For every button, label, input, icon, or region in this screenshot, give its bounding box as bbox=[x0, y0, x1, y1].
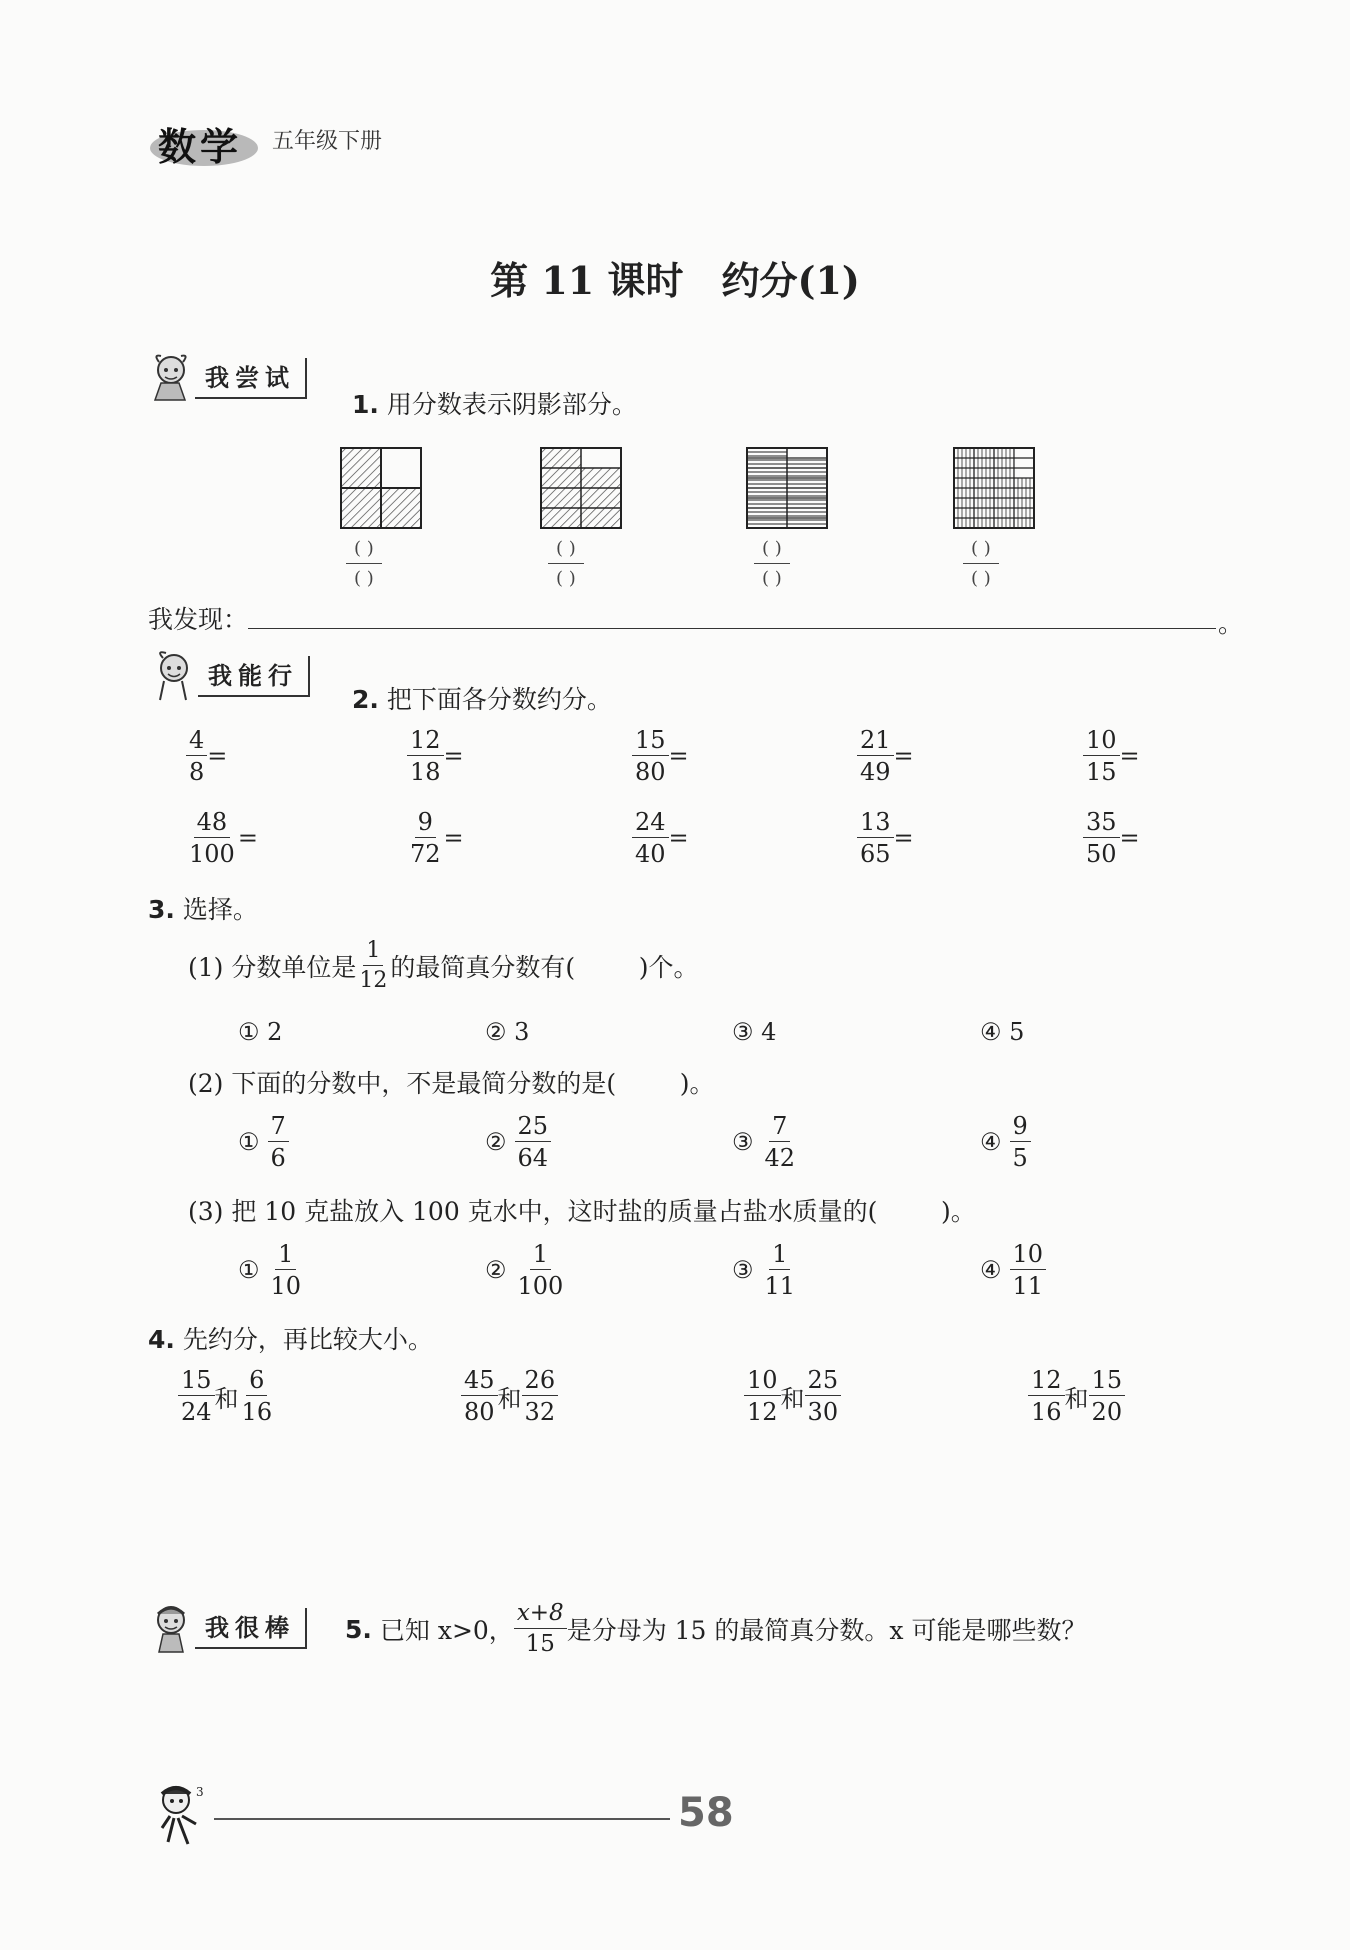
q1-prompt bbox=[352, 385, 637, 421]
grid-sixteenths bbox=[745, 446, 829, 530]
q3-prompt bbox=[148, 890, 258, 926]
observe-answer-line[interactable] bbox=[248, 628, 1216, 629]
q4-number: 4. bbox=[148, 1325, 175, 1354]
q3-sub2: (2) 下面的分数中，不是最简分数的是( )。 bbox=[188, 1069, 715, 1098]
q1-number: 1. bbox=[352, 390, 379, 419]
grade-label: 五年级下册 bbox=[272, 129, 383, 154]
reduce-item[interactable]: $\frac{15}{80}$ = bbox=[632, 728, 689, 784]
boy-mascot-icon bbox=[145, 1600, 201, 1656]
q5-number: 5. bbox=[345, 1614, 372, 1644]
reduce-item[interactable]: $\frac{4}{8}$ = bbox=[186, 728, 227, 784]
answer-blank[interactable]: ( ) ( ) bbox=[346, 538, 382, 589]
compare-pair[interactable]: $\frac{12}{16}$ 和 $\frac{15}{20}$ bbox=[1028, 1368, 1125, 1424]
reduce-item[interactable]: $\frac{12}{18}$ = bbox=[407, 728, 464, 784]
girl-mascot-icon bbox=[148, 648, 204, 704]
section-try bbox=[145, 350, 307, 406]
footer-rule bbox=[214, 1818, 670, 1820]
option-3[interactable]: ③ 4 bbox=[732, 1018, 777, 1046]
girl-mascot-icon bbox=[145, 350, 201, 406]
section-great bbox=[145, 1600, 307, 1656]
grid-thirtyseconds bbox=[952, 446, 1036, 530]
option-4[interactable]: ④ $\frac{9}{5}$ bbox=[980, 1114, 1031, 1170]
q3-number: 3. bbox=[148, 895, 175, 924]
q2-text: 把下面各分数约分。 bbox=[386, 685, 612, 714]
reduce-item[interactable]: $\frac{10}{15}$ = bbox=[1083, 728, 1140, 784]
compare-pair[interactable]: $\frac{10}{12}$ 和 $\frac{25}{30}$ bbox=[744, 1368, 841, 1424]
answer-blank[interactable]: ( ) ( ) bbox=[963, 538, 999, 589]
reduce-item[interactable]: $\frac{35}{50}$ = bbox=[1083, 810, 1140, 866]
option-3[interactable]: ③ $\frac{7}{42}$ bbox=[732, 1112, 796, 1172]
option-1[interactable]: ① $\frac{7}{6}$ bbox=[238, 1114, 289, 1170]
reduce-item[interactable]: $\frac{13}{65}$ = bbox=[857, 810, 914, 866]
option-4[interactable]: ④ $\frac{10}{11}$ bbox=[980, 1242, 1046, 1298]
q1-text: 用分数表示阴影部分。 bbox=[386, 390, 637, 419]
option-2[interactable]: ② $\frac{25}{64}$ bbox=[485, 1114, 551, 1170]
subject-badge bbox=[150, 112, 260, 169]
lesson-title: 第 11 课时 约分(1) bbox=[490, 258, 860, 303]
option-4[interactable]: ④ 5 bbox=[980, 1018, 1025, 1046]
section-try-label: 我尝试 bbox=[195, 358, 307, 399]
reduce-item[interactable]: $\frac{48}{100}$ = bbox=[189, 808, 258, 868]
option-1[interactable]: ① 2 bbox=[238, 1018, 283, 1046]
compare-pair[interactable]: $\frac{15}{24}$ 和 $\frac{6}{16}$ bbox=[178, 1368, 275, 1424]
observe-label: 我发现： bbox=[148, 605, 249, 634]
grid-eighths bbox=[539, 446, 623, 530]
answer-blank[interactable]: ( ) ( ) bbox=[548, 538, 584, 589]
svg-text:3: 3 bbox=[196, 1785, 204, 1799]
subject-title: 数学 bbox=[158, 125, 243, 169]
answer-blank[interactable]: ( ) ( ) bbox=[754, 538, 790, 589]
q3-sub1: (1) 分数单位是 $\frac{1}{12}$ 的最简真分数有( )个。 bbox=[188, 938, 699, 993]
option-3[interactable]: ③ $\frac{1}{11}$ bbox=[732, 1240, 796, 1300]
q3-text: 选择。 bbox=[182, 895, 258, 924]
q3-sub3: (3) 把 10 克盐放入 100 克水中，这时盐的质量占盐水质量的( )。 bbox=[188, 1197, 976, 1226]
option-2[interactable]: ② $\frac{1}{100}$ bbox=[485, 1240, 564, 1300]
option-2[interactable]: ② 3 bbox=[485, 1018, 530, 1046]
compare-pair[interactable]: $\frac{45}{80}$ 和 $\frac{26}{32}$ bbox=[461, 1368, 558, 1424]
section-can-label: 我能行 bbox=[198, 656, 310, 697]
reduce-item[interactable]: $\frac{24}{40}$ = bbox=[632, 810, 689, 866]
section-great-label: 我很棒 bbox=[195, 1608, 307, 1649]
reduce-item[interactable]: $\frac{21}{49}$ = bbox=[857, 728, 914, 784]
section-can bbox=[148, 648, 310, 704]
option-1[interactable]: ① $\frac{1}{10}$ bbox=[238, 1240, 302, 1300]
observe-end: 。 bbox=[1218, 609, 1244, 638]
q5-prompt: 5. 已知 x>0， $\frac{x+8}{15}$ 是分母为 15 的最简真分数。x 可能是哪些数？ bbox=[345, 1600, 1087, 1657]
q2-prompt bbox=[352, 680, 612, 716]
grid-quarters bbox=[339, 446, 423, 530]
q4-prompt bbox=[148, 1320, 433, 1356]
q4-text: 先约分，再比较大小。 bbox=[182, 1325, 433, 1354]
page-number: 58 bbox=[678, 1790, 734, 1836]
reduce-item[interactable]: $\frac{9}{72}$ = bbox=[410, 808, 464, 868]
q2-number: 2. bbox=[352, 685, 379, 714]
running-boy-icon bbox=[148, 1782, 212, 1854]
